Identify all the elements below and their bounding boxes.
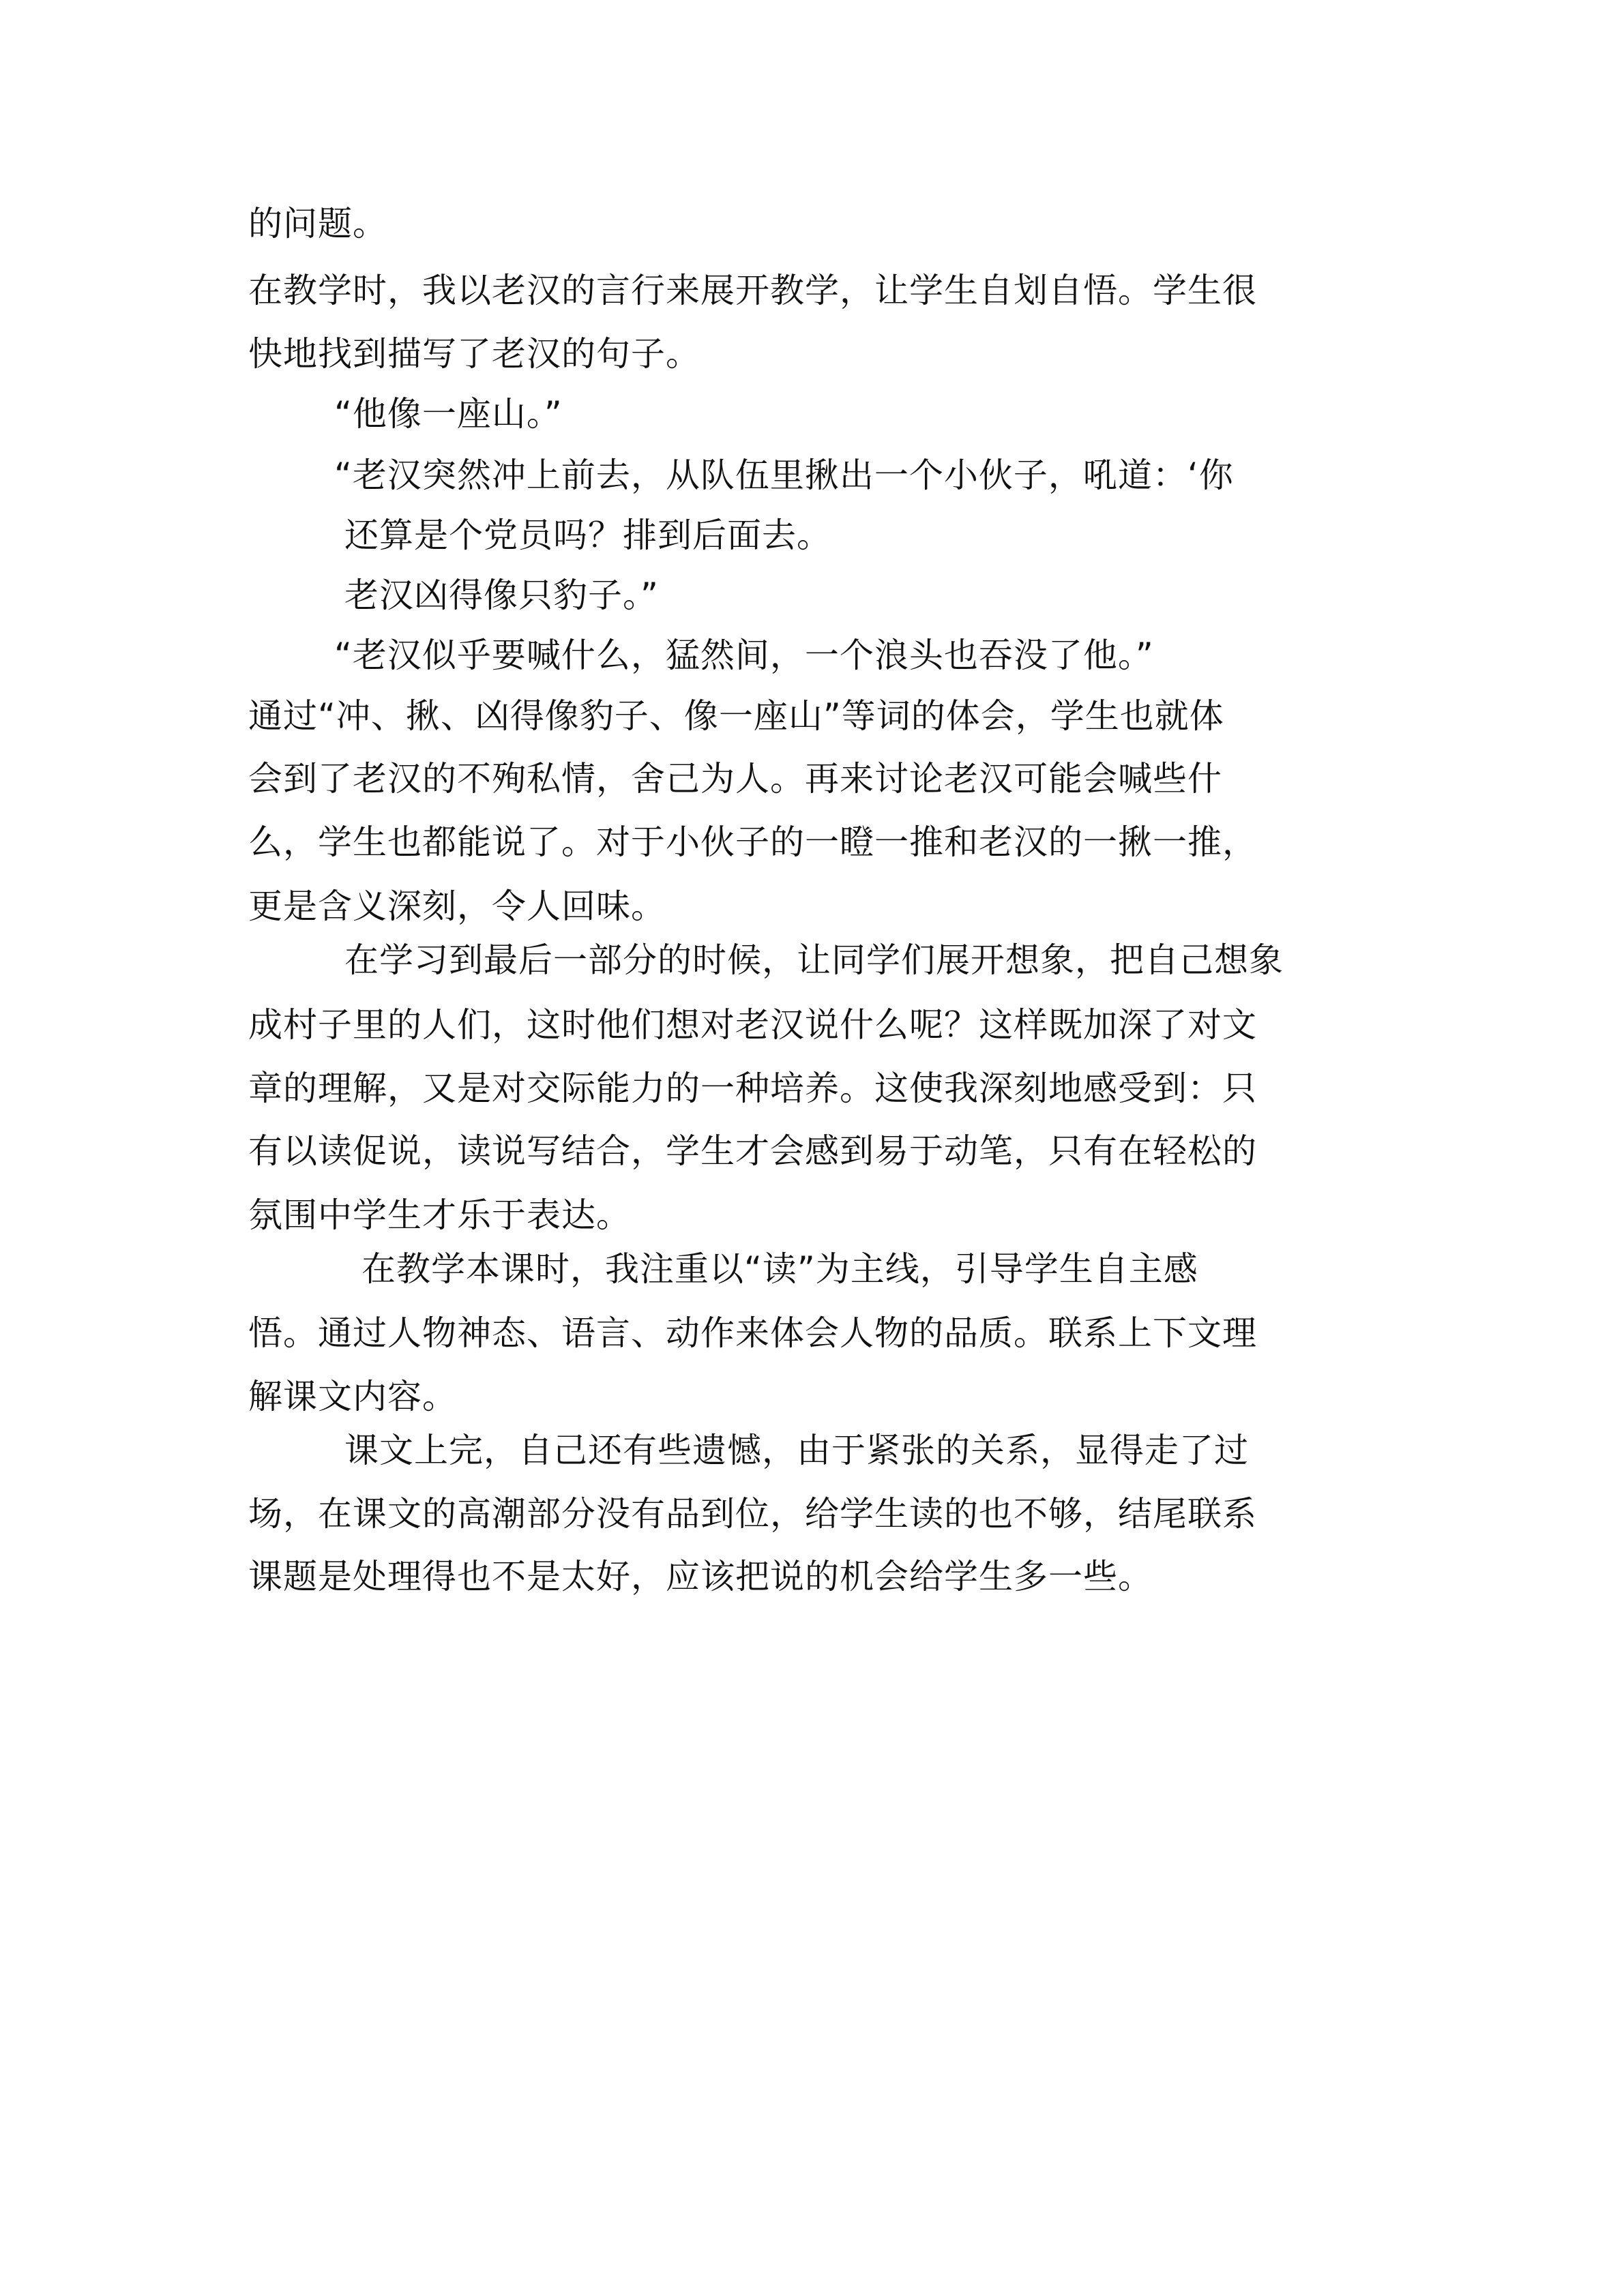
text-line: 成村子里的人们，这时他们想对老汉说什么呢？这样既加深了对文: [248, 1005, 1257, 1045]
text-line: 在教学时，我以老汉的言行来展开教学，让学生自划自悟。学生很: [248, 271, 1257, 310]
text-line: 会到了老汉的不殉私情，舍己为人。再来讨论老汉可能会喊些什: [248, 759, 1222, 799]
text-line: 悟。通过人物神态、语言、动作来体会人物的品质。联系上下文理: [248, 1313, 1257, 1353]
text-line: 氛围中学生才乐于表达。: [248, 1195, 631, 1235]
text-line: 么，学生也都能说了。对于小伙子的一瞪一推和老汉的一揪一推，: [248, 822, 1257, 862]
text-line: 通过“冲、揪、凶得像豹子、像一座山”等词的体会，学生也就体: [248, 696, 1224, 736]
text-line: 还算是个党员吗？排到后面去。: [344, 516, 831, 555]
text-line: “老汉似乎要喊什么，猛然间，一个浪头也吞没了他。”: [334, 636, 1154, 675]
text-line: 课文上完，自己还有些遗憾，由于紧张的关系，显得走了过: [344, 1431, 1249, 1470]
text-line: “他像一座山。”: [334, 394, 563, 434]
text-line: 更是含义深刻，令人回味。: [248, 886, 666, 926]
text-line: 有以读促说，读说写结合，学生才会感到易于动笔，只有在轻松的: [248, 1131, 1257, 1171]
text-line: 场，在课文的高潮部分没有品到位，给学生读的也不够，结尾联系: [248, 1494, 1257, 1534]
text-line: 在学习到最后一部分的时候，让同学们展开想象，把自己想象: [344, 940, 1284, 980]
text-line: 快地找到描写了老汉的句子。: [248, 334, 700, 374]
text-line: 章的理解，又是对交际能力的一种培养。这使我深刻地感受到：只: [248, 1069, 1257, 1108]
text-line: “老汉突然冲上前去，从队伍里揪出一个小伙子，吼道：‘你: [334, 456, 1234, 495]
text-line: 解课文内容。: [248, 1377, 457, 1416]
text-line: 老汉凶得像只豹子。”: [344, 576, 659, 615]
text-line: 课题是处理得也不是太好，应该把说的机会给学生多一些。: [248, 1557, 1153, 1596]
text-line: 的问题。: [248, 204, 387, 243]
text-line: 在教学本课时，我注重以“读”为主线，引导学生自主感: [361, 1249, 1198, 1289]
